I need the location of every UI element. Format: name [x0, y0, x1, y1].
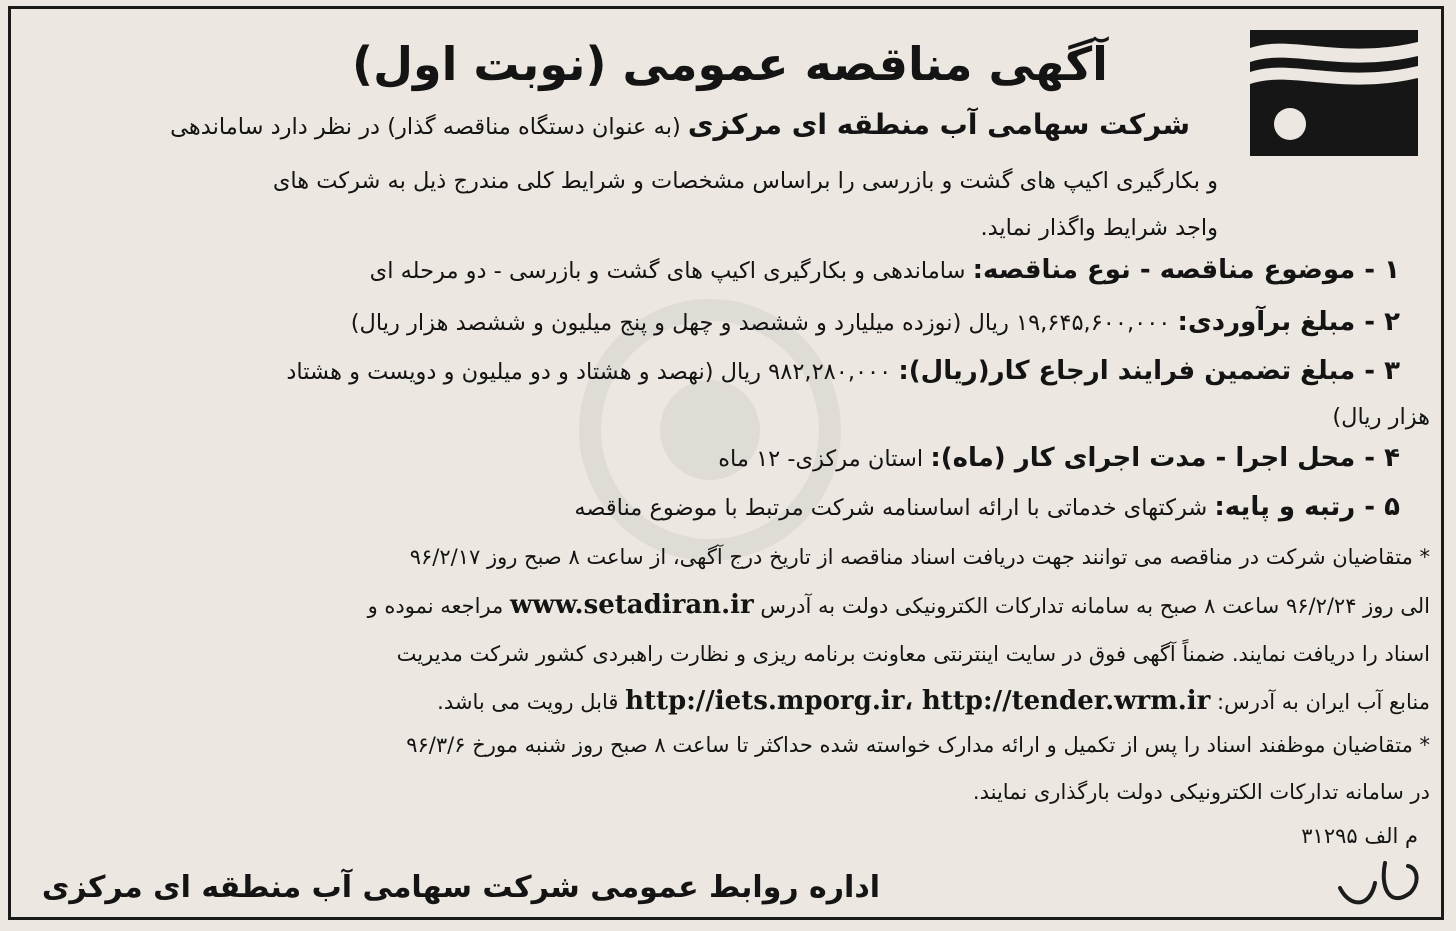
- para1-line-4: [30, 680, 1430, 722]
- item-4-label: ۴ - محل اجرا - مدت اجرای کار (ماه):: [930, 443, 1400, 473]
- item-4-text: استان مرکزی- ۱۲ ماه: [718, 446, 931, 472]
- para1-line-3: اسناد را دریافت نمایند. ضمناً آگهی فوق در سایت اینترنتی معاونت برنامه ریزی و نظارت راهبردی کشور شرکت مدیریت: [396, 642, 1430, 666]
- item-2: [30, 301, 1400, 343]
- para1-line-4-a: منابع آب ایران به آدرس:: [1210, 690, 1430, 714]
- intro-line-3: واجد شرایط واگذار نماید.: [980, 215, 1218, 241]
- item-5: [30, 486, 1400, 528]
- item-3: [30, 350, 1400, 392]
- item-5-text: شرکتهای خدماتی با ارائه اساسنامه شرکت مرتبط با موضوع مناقصه: [574, 495, 1215, 521]
- notice-title: آگهی مناقصه عمومی (نوبت اول): [352, 37, 1108, 91]
- item-3-text: ۹۸۲,۲۸۰,۰۰۰ ریال (نهصد و هشتاد و دو میلیون و دویست و هشتاد: [286, 359, 899, 385]
- para2-line-2: در سامانه تدارکات الکترونیکی دولت بارگذاری نمایند.: [972, 780, 1430, 804]
- water-company-logo-icon: [1250, 30, 1418, 156]
- tender-url-links[interactable]: http://iets.mporg.ir، http://tender.wrm.ir: [625, 686, 1211, 716]
- para1-line-2-a: الی روز ۹۶/۲/۲۴ ساعت ۸ صبح به سامانه تدارکات الکترونیکی دولت به آدرس: [753, 594, 1430, 618]
- reference-code: م الف ۳۱۲۹۵: [1301, 824, 1418, 848]
- footer-signature-text: اداره روابط عمومی شرکت سهامی آب منطقه ای مرکزی: [41, 870, 880, 905]
- handwritten-mark-icon: [1330, 848, 1430, 918]
- item-3-continuation: هزار ریال): [1332, 404, 1430, 430]
- para1-line-4-b: قابل رویت می باشد.: [437, 690, 626, 714]
- item-1-text: ساماندهی و بکارگیری اکیپ های گشت و بازرسی - دو مرحله ای: [369, 258, 973, 284]
- para1-line-2-b: مراجعه نموده و: [367, 594, 510, 618]
- setadiran-url-link[interactable]: www.setadiran.ir: [509, 590, 754, 620]
- item-4: [30, 437, 1400, 479]
- item-2-label: ۲ - مبلغ برآوردی:: [1177, 307, 1400, 337]
- intro-line-1-rest: (به عنوان دستگاه مناقصه گذار) در نظر دارد ساماندهی: [170, 114, 688, 140]
- para1-line-2: [30, 584, 1430, 626]
- item-3-label: ۳ - مبلغ تضمین فرایند ارجاع کار(ریال):: [898, 356, 1400, 386]
- item-1: [30, 249, 1400, 291]
- item-5-label: ۵ - رتبه و پایه:: [1214, 492, 1400, 522]
- para2-line-1: * متقاضیان موظفند اسناد را پس از تکمیل و ارائه مدارک خواسته شده حداکثر تا ساعت ۸ صبح روز شنبه مورخ ۹۶/۳/۶: [406, 733, 1430, 757]
- item-1-label: ۱ - موضوع مناقصه - نوع مناقصه:: [972, 255, 1400, 285]
- item-2-text: ۱۹,۶۴۵,۶۰۰,۰۰۰ ریال (نوزده میلیارد و ششصد و چهل و پنج میلیون و ششصد هزار ریال): [350, 310, 1178, 336]
- intro-line-2: و بکارگیری اکیپ های گشت و بازرسی را براساس مشخصات و شرایط کلی مندرج ذیل به شرکت های: [272, 168, 1218, 194]
- para1-line-1: * متقاضیان شرکت در مناقصه می توانند جهت دریافت اسناد مناقصه از تاریخ درج آگهی، از ساعت ۸ صبح روز ۹۶/۲/۱۷: [409, 545, 1430, 569]
- company-name: شرکت سهامی آب منطقه ای مرکزی: [687, 108, 1190, 141]
- intro-line-1: [30, 104, 1190, 146]
